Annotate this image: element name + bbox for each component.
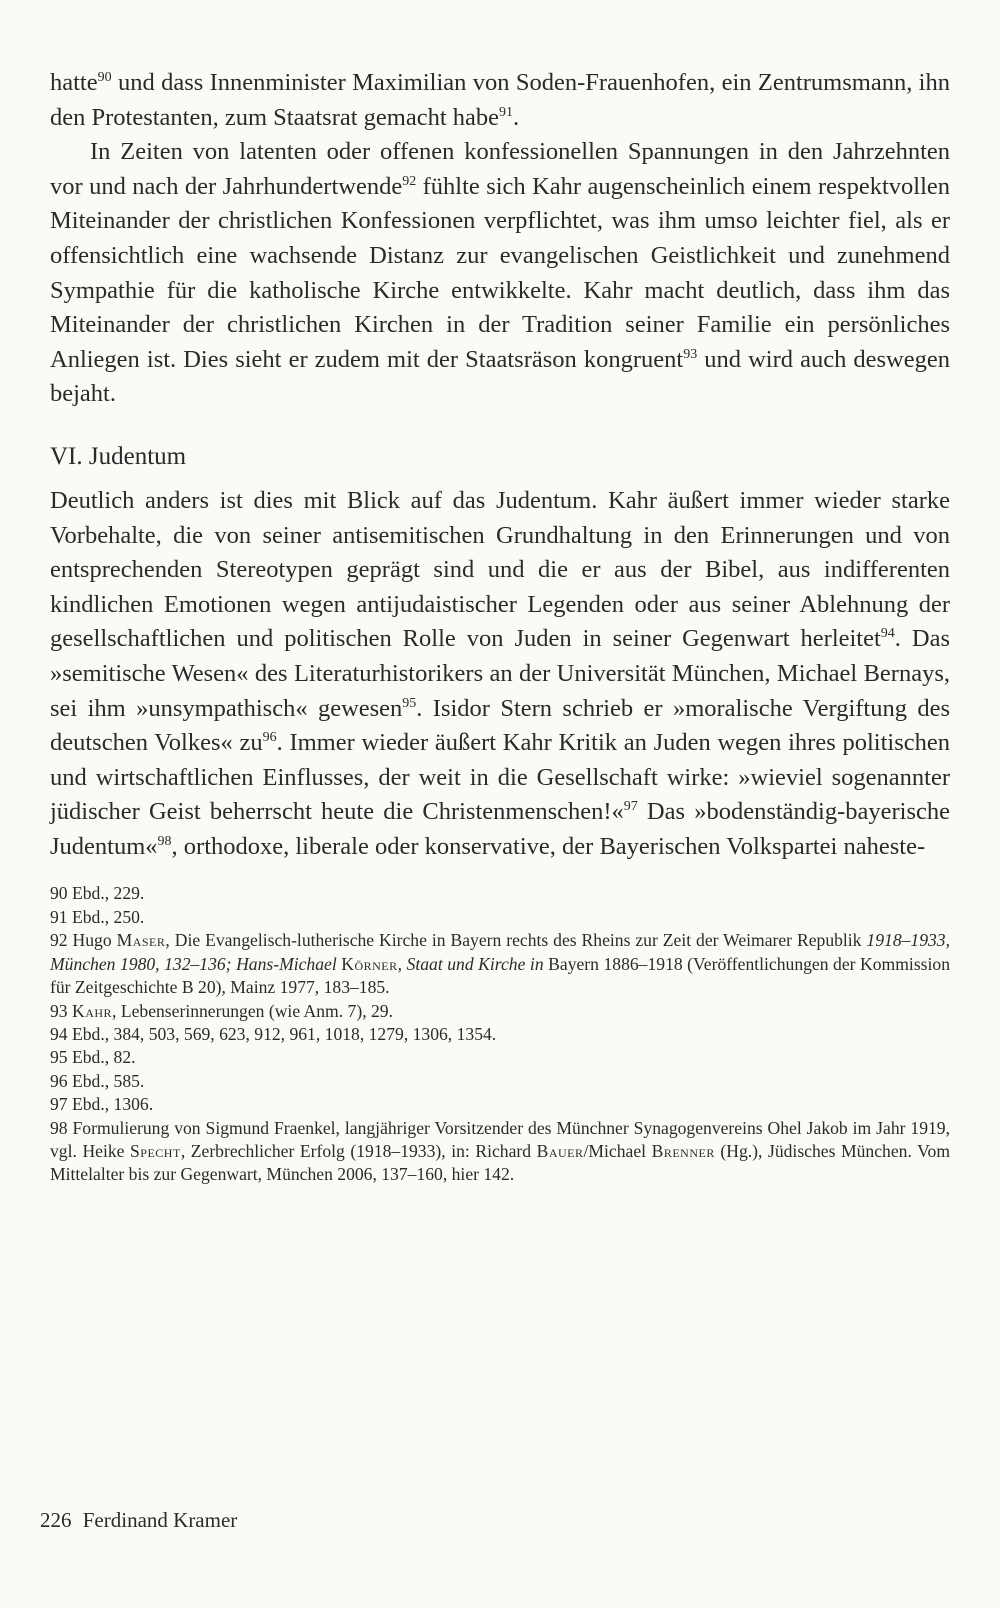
- author-name: Specht: [130, 1140, 181, 1161]
- text: In Zeiten von latenten oder offenen konfessionellen Spannungen in den Jahrzehnten vor und nach der Jahrhundertwende: [50, 138, 950, 200]
- footnote-ref-91[interactable]: 91: [499, 104, 514, 120]
- footnote-ref-97[interactable]: 97: [623, 799, 638, 815]
- text: , Die Evangelisch-lutherische Kirche in Bayern rechts des Rheins zur Zeit der Weimarer Republik: [165, 930, 867, 951]
- footnote-ref-95[interactable]: 95: [402, 695, 417, 711]
- text: Deutlich anders ist dies mit Blick auf das Judentum. Kahr äußert immer wieder starke Vorbehalte, die von seiner antisemitischen Grundhaltung in den Erinnerungen und von entsprechenden Stereotypen geprägt sind und die er aus der Bibel, aus indifferenten kindlichen Emotionen wegen antijudaistischer Legenden oder aus seiner Ablehnung der gesellschaftlichen und politischen Rolle von Juden in seiner Gegenwart herleitet: [50, 486, 950, 653]
- text: 92 Hugo: [50, 930, 117, 951]
- footnote-ref-90[interactable]: 90: [97, 69, 112, 85]
- section-heading: VI. Judentum: [50, 442, 187, 470]
- footnote-93: [50, 1000, 950, 1023]
- footnote-97: 97 Ebd., 1306.: [50, 1094, 154, 1115]
- footnotes: [50, 882, 950, 1186]
- text: . Immer wieder äußert Kahr Kritik an Juden wegen ihres politischen und wirtschaftlichen Einflusses, der weit in die Gesellschaft wirke: »wieviel sogenannter jüdischer Geist beherrscht heute die Christenmenschen!«: [50, 729, 950, 826]
- author-name: Brenner: [651, 1140, 715, 1161]
- text: 93: [50, 1000, 72, 1021]
- author-name: Körner: [341, 953, 398, 974]
- text: , Lebenserinnerungen (wie Anm. 7), 29.: [112, 1000, 393, 1021]
- footnote-ref-93[interactable]: 93: [683, 346, 698, 362]
- footnote-96: 96 Ebd., 585.: [50, 1070, 145, 1091]
- text: 98 Formulierung von Sigmund Fraenkel, langjähriger Vorsitzender des Münchner Synagogenvereins Ohel Jakob im Jahr 1919, vgl. Heike: [50, 1117, 950, 1161]
- text: und wird auch deswegen bejaht.: [50, 345, 951, 408]
- text: und dass Innenminister Maximilian von Soden-Frauenhofen, ein Zentrumsmann, ihn den Protestanten, zum Staatsrat gemacht habe: [50, 69, 950, 131]
- text: Bayern 1886–1918 (Veröffentlichungen der Kommission für Zeitgeschichte B 20), Mainz 1977, 183–185.: [50, 953, 950, 998]
- paragraph-1: [50, 66, 950, 135]
- footnote-92: [50, 929, 950, 999]
- footnote-ref-94[interactable]: 94: [880, 626, 895, 642]
- footnote-91: 91 Ebd., 250.: [50, 906, 145, 927]
- text: (Hg.), Jüdisches München. Vom Mittelalter bis zur Gegenwart, München 2006, 137–160, hier 142.: [50, 1140, 950, 1185]
- page-footer: [40, 1508, 237, 1533]
- footnote-94: 94 Ebd., 384, 503, 569, 623, 912, 961, 1018, 1279, 1306, 1354.: [50, 1023, 497, 1044]
- author-name: Maser: [116, 930, 166, 951]
- paragraph-3: [50, 484, 950, 865]
- footnote-90: 90 Ebd., 229.: [50, 883, 145, 904]
- text: fühlte sich Kahr augenscheinlich einem respektvollen Miteinander der christlichen Konfessionen verpflichtet, was ihm umso leichter fiel, als er offensichtlich eine wachsende Distanz zur evangelischen Geistlichkeit und zunehmend Sympathie für die katholische Kirche entwikkelte. Kahr macht deutlich, dass ihm das Miteinander der christlichen Kirchen in der Tradition seiner Familie ein persönliches Anliegen ist. Dies sieht er zudem mit der Staatsräson kongruent: [50, 172, 950, 373]
- page-content: [50, 66, 950, 1187]
- page-number: 226: [40, 1508, 72, 1532]
- paragraph-2: [50, 135, 950, 412]
- footnote-ref-96[interactable]: 96: [262, 729, 277, 745]
- text: . Das »semitische Wesen« des Literaturhistorikers an der Universität München, Michael Bernays, sei ihm »unsympathisch« gewesen: [50, 625, 950, 722]
- footnote-95: 95 Ebd., 82.: [50, 1047, 136, 1068]
- text: , Zerbrechlicher Erfolg (1918–1933), in: Richard: [180, 1140, 537, 1161]
- author-name: Bauer: [536, 1140, 584, 1161]
- text: Das »bodenständig-bayerische Judentum«: [50, 798, 951, 860]
- running-author: Ferdinand Kramer: [82, 1508, 238, 1532]
- text: , Staat und Kirche in: [397, 953, 544, 974]
- footnote-ref-98[interactable]: 98: [157, 833, 172, 849]
- author-name: Kahr: [72, 1000, 113, 1021]
- text: . Isidor Stern schrieb er »moralische Vergiftung des deutschen Volkes« zu: [50, 694, 950, 757]
- text: .: [513, 103, 520, 131]
- text: hatte: [50, 69, 98, 96]
- footnote-98: [50, 1117, 950, 1187]
- footnote-ref-92[interactable]: 92: [402, 173, 417, 189]
- text: /Michael: [583, 1140, 652, 1161]
- text: 1918–1933, München 1980, 132–136; Hans-Michael: [50, 930, 950, 974]
- text: , orthodoxe, liberale oder konservative, der Bayerischen Volkspartei naheste-: [171, 832, 926, 860]
